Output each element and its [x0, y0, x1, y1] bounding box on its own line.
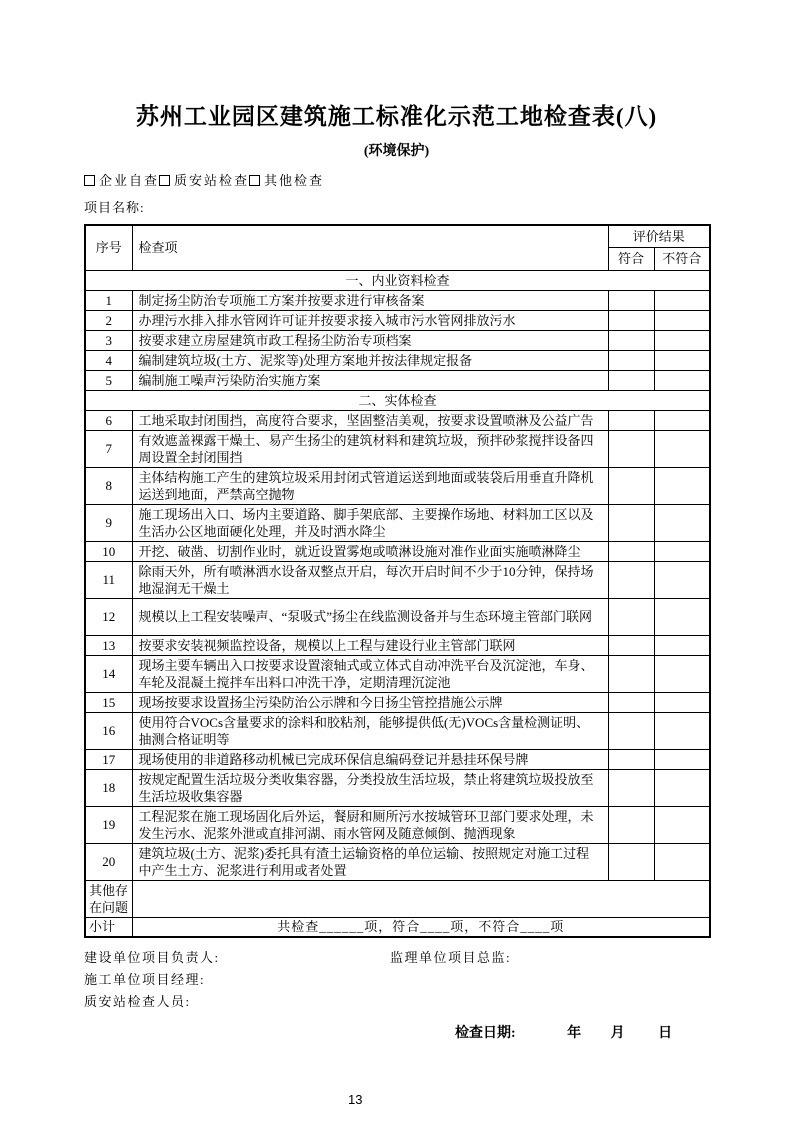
day-label: 日	[658, 1026, 673, 1041]
item-number: 13	[85, 635, 132, 655]
fail-cell[interactable]	[654, 310, 710, 330]
pass-cell[interactable]	[608, 541, 654, 561]
item-text: 编制建筑垃圾(土方、泥浆等)处理方案地并按法律规定报备	[132, 350, 608, 370]
pass-cell[interactable]	[608, 635, 654, 655]
col-header-item: 检查项	[132, 225, 608, 270]
checkbox-icon[interactable]	[159, 175, 170, 186]
item-text: 工程泥浆在施工现场固化后外运，餐厨和厕所污水按城管环卫部门要求处理，未发生污水、泥浆外泄或直排河湖、雨水管网及随意倾倒、抛洒现象	[132, 806, 608, 843]
item-text: 建筑垃圾(土方、泥浆)委托具有渣土运输资格的单位运输、按照规定对施工过程中产生土方、泥浆进行利用或者处置	[132, 843, 608, 880]
item-text: 现场主要车辆出入口按要求设置滚轴式或立体式自动冲洗平台及沉淀池，车身、车轮及混凝土搅拌车出料口冲洗干净，定期清理沉淀池	[132, 655, 608, 692]
pass-cell[interactable]	[608, 504, 654, 541]
fail-cell[interactable]	[654, 655, 710, 692]
check-option[interactable]	[84, 173, 159, 188]
checklist-row	[85, 467, 710, 504]
inspection-date-line	[455, 1025, 793, 1043]
pass-cell[interactable]	[608, 749, 654, 769]
check-options	[84, 173, 793, 189]
item-number: 18	[85, 769, 132, 806]
fail-cell[interactable]	[654, 290, 710, 310]
item-number: 14	[85, 655, 132, 692]
item-text: 除雨天外，所有喷淋洒水设备双整点开启，每次开启时间不少于10分钟，保持场地湿润无干燥土	[132, 561, 608, 598]
item-text: 现场按要求设置扬尘污染防治公示牌和今日扬尘管控措施公示牌	[132, 692, 608, 712]
check-option-label: 质安站检查	[174, 173, 250, 188]
item-number: 15	[85, 692, 132, 712]
item-text: 办理污水排入排水管网许可证并按要求接入城市污水管网排放污水	[132, 310, 608, 330]
fail-cell[interactable]	[654, 350, 710, 370]
pass-cell[interactable]	[608, 769, 654, 806]
checklist-row	[85, 290, 710, 310]
item-number: 20	[85, 843, 132, 880]
pass-cell[interactable]	[608, 350, 654, 370]
fail-cell[interactable]	[654, 635, 710, 655]
checklist-row	[85, 769, 710, 806]
item-number: 9	[85, 504, 132, 541]
signature-row-3	[84, 994, 793, 1010]
col-header-result: 评价结果	[608, 225, 710, 247]
item-number: 8	[85, 467, 132, 504]
inspection-date-label: 检查日期:	[455, 1026, 516, 1041]
check-option-label: 企业自查	[99, 173, 160, 188]
builder-signature-label: 建设单位项目负责人:	[84, 950, 220, 965]
check-option[interactable]	[249, 173, 324, 188]
section-title: 二、实体检查	[85, 390, 710, 410]
fail-cell[interactable]	[654, 370, 710, 390]
pass-cell[interactable]	[608, 598, 654, 635]
item-number: 5	[85, 370, 132, 390]
checklist-row	[85, 655, 710, 692]
item-text: 有效遮盖裸露干燥土、易产生扬尘的建筑材料和建筑垃圾，预拌砂浆搅拌设备四周设置全封闭围挡	[132, 430, 608, 467]
fail-cell[interactable]	[654, 430, 710, 467]
checklist-table	[84, 224, 711, 938]
pass-cell[interactable]	[608, 430, 654, 467]
fail-cell[interactable]	[654, 410, 710, 430]
contractor-signature-label: 施工单位项目经理:	[84, 972, 206, 987]
checklist-row	[85, 541, 710, 561]
table-header-row-1	[85, 225, 710, 247]
item-text: 制定扬尘防治专项施工方案并按要求进行审核备案	[132, 290, 608, 310]
subtotal-text: 共检查______项，符合____项，不符合____项	[132, 917, 710, 937]
checklist-row	[85, 330, 710, 350]
item-number: 2	[85, 310, 132, 330]
section-header-row	[85, 270, 710, 290]
pass-cell[interactable]	[608, 310, 654, 330]
col-header-pass: 符合	[608, 247, 654, 270]
item-number: 4	[85, 350, 132, 370]
fail-cell[interactable]	[654, 467, 710, 504]
signature-row-2	[84, 972, 793, 988]
page-number: 13	[348, 1092, 363, 1107]
other-issues-label: 其他存在问题	[85, 880, 132, 917]
fail-cell[interactable]	[654, 598, 710, 635]
col-header-seq: 序号	[85, 225, 132, 270]
checklist-row	[85, 310, 710, 330]
fail-cell[interactable]	[654, 504, 710, 541]
item-text: 现场使用的非道路移动机械已完成环保信息编码登记并悬挂环保号牌	[132, 749, 608, 769]
fail-cell[interactable]	[654, 330, 710, 350]
item-number: 3	[85, 330, 132, 350]
checklist-row	[85, 806, 710, 843]
checklist-row	[85, 561, 710, 598]
item-text: 按要求建立房屋建筑市政工程扬尘防治专项档案	[132, 330, 608, 350]
checklist-row	[85, 350, 710, 370]
page-subtitle: (环境保护)	[363, 144, 430, 159]
pass-cell[interactable]	[608, 692, 654, 712]
item-text: 按规定配置生活垃圾分类收集容器，分类投放生活垃圾，禁止将建筑垃圾投放至生活垃圾收集容器	[132, 769, 608, 806]
checklist-row	[85, 598, 710, 635]
pass-cell[interactable]	[608, 290, 654, 310]
item-text: 按要求安装视频监控设备，规模以上工程与建设行业主管部门联网	[132, 635, 608, 655]
section-header-row	[85, 390, 710, 410]
project-name-label: 项目名称:	[84, 200, 145, 215]
checkbox-icon[interactable]	[84, 175, 95, 186]
item-number: 7	[85, 430, 132, 467]
year-label: 年	[567, 1026, 582, 1041]
pass-cell[interactable]	[608, 410, 654, 430]
item-number: 1	[85, 290, 132, 310]
check-option-label: 其他检查	[264, 173, 325, 188]
fail-cell[interactable]	[654, 541, 710, 561]
item-number: 17	[85, 749, 132, 769]
item-number: 6	[85, 410, 132, 430]
checklist-row	[85, 635, 710, 655]
item-text: 开挖、破凿、切割作业时，就近设置雾炮或喷淋设施对准作业面实施喷淋降尘	[132, 541, 608, 561]
checklist-row	[85, 712, 710, 749]
item-text: 编制施工噪声污染防治实施方案	[132, 370, 608, 390]
checklist-row	[85, 692, 710, 712]
fail-cell[interactable]	[654, 806, 710, 843]
item-text: 施工现场出入口、场内主要道路、脚手架底部、主要操作场地、材料加工区以及生活办公区地面硬化处理，并及时洒水降尘	[132, 504, 608, 541]
fail-cell[interactable]	[654, 712, 710, 749]
subtotal-row	[85, 917, 710, 937]
checklist-row	[85, 843, 710, 880]
other-issues-input[interactable]	[132, 880, 710, 917]
item-text: 主体结构施工产生的建筑垃圾采用封闭式管道运送到地面或装袋后用垂直升降机运送到地面，严禁高空抛物	[132, 467, 608, 504]
supervisor-signature-label: 监理单位项目总监:	[390, 950, 512, 965]
pass-cell[interactable]	[608, 330, 654, 350]
fail-cell[interactable]	[654, 692, 710, 712]
item-text: 规模以上工程安装噪声、“泵吸式”扬尘在线监测设备并与生态环境主管部门联网	[132, 598, 608, 635]
fail-cell[interactable]	[654, 749, 710, 769]
pass-cell[interactable]	[608, 806, 654, 843]
checkbox-icon[interactable]	[249, 175, 260, 186]
pass-cell[interactable]	[608, 370, 654, 390]
item-text: 使用符合VOCs含量要求的涂料和胶粘剂，能够提供低(无)VOCs含量检测证明、抽测合格证明等	[132, 712, 608, 749]
fail-cell[interactable]	[654, 843, 710, 880]
item-number: 12	[85, 598, 132, 635]
pass-cell[interactable]	[608, 712, 654, 749]
col-header-fail: 不符合	[654, 247, 710, 270]
signature-row-1	[84, 950, 793, 966]
fail-cell[interactable]	[654, 769, 710, 806]
checklist-row	[85, 430, 710, 467]
checklist-row	[85, 370, 710, 390]
subtotal-label: 小计	[85, 917, 132, 937]
item-text: 工地采取封闭围挡，高度符合要求，坚固整洁美观，按要求设置喷淋及公益广告	[132, 410, 608, 430]
pass-cell[interactable]	[608, 467, 654, 504]
month-label: 月	[610, 1026, 625, 1041]
section-title: 一、内业资料检查	[85, 270, 710, 290]
pass-cell[interactable]	[608, 843, 654, 880]
inspector-signature-label: 质安站检查人员:	[84, 994, 191, 1009]
item-number: 19	[85, 806, 132, 843]
pass-cell[interactable]	[608, 655, 654, 692]
item-number: 10	[85, 541, 132, 561]
check-option[interactable]	[159, 173, 249, 188]
item-number: 11	[85, 561, 132, 598]
page-title: 苏州工业园区建筑施工标准化示范工地检查表(八)	[135, 104, 658, 129]
checklist-row	[85, 410, 710, 430]
checklist-row	[85, 504, 710, 541]
fail-cell[interactable]	[654, 561, 710, 598]
other-issues-row	[85, 880, 710, 917]
item-number: 16	[85, 712, 132, 749]
checklist-row	[85, 749, 710, 769]
pass-cell[interactable]	[608, 561, 654, 598]
checklist-body	[85, 225, 710, 937]
